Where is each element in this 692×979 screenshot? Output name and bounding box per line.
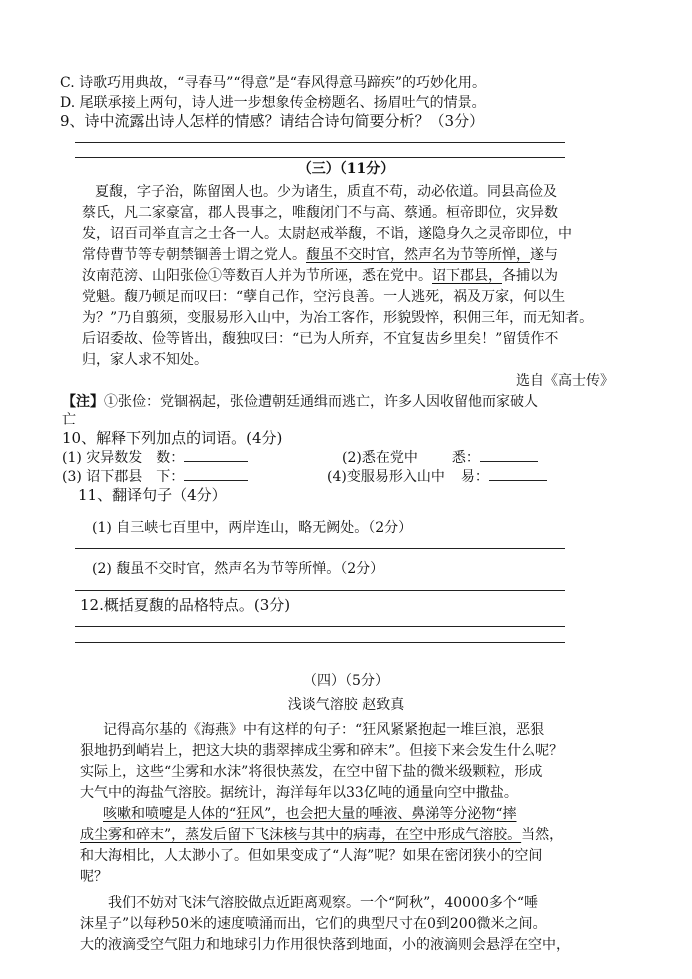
answer-line: [75, 642, 565, 643]
paragraph-line: 大的液滴受空气阻力和地球引力作用很快落到地面，小的液滴则会悬浮在空中，: [80, 937, 570, 953]
passage-segment: 汝南范滂、山阳张俭①等数百人并为节所诬，悉在党中。: [82, 268, 432, 284]
passage-line: 后诏委故、俭等皆出，馥独叹曰：“已为人所弃，不宜复齿乡里矣！”留赁作不: [82, 331, 559, 347]
paragraph-line: 实际上，这些“尘雾和水沫”将很快蒸发，在空中留下盐的微米级颗粒，形成: [80, 764, 543, 780]
passage-segment: 各捕以为: [502, 268, 558, 284]
underlined-phrase: 诏下郡县，: [432, 268, 502, 284]
paragraph-line: 和大海相比，人太渺小了。但如果变成了“人海”呢？如果在密闭狭小的空间: [80, 848, 543, 864]
answer-blank[interactable]: [184, 447, 248, 462]
question-11: 11、翻译句子（4分）: [78, 486, 227, 504]
annotation-text: ①张俭：党锢祸起，张俭遭朝廷通缉而逃亡，许多人因收留他而家破人: [104, 394, 538, 410]
passage-line: [82, 267, 558, 285]
answer-line: [75, 590, 565, 591]
option-c: C. 诗歌巧用典故，“寻春马”“得意”是“春风得意马蹄疾”的巧妙化用。: [60, 75, 487, 91]
passage-line: [82, 246, 558, 264]
passage-line: 蔡氏，凡二家豪富，郡人畏事之，唯馥闭门不与高、蔡通。桓帝即位，灾异数: [82, 205, 558, 221]
paragraph-line: 我们不妨对飞沫气溶胶做点近距离观察。一个“阿秋”，40000多个“唾: [108, 895, 539, 911]
annotation: [62, 393, 538, 411]
paragraph-line: 成尘雾和碎末”，蒸发后留下飞沫核与其中的病毒，在空中形成气溶胶。当然，: [80, 827, 564, 843]
paragraph-line: 沫星子”以每秒50米的速度喷涌而出，它们的典型尺寸在0到200微米之间。: [80, 916, 547, 932]
passage-line: 为？”乃自翦须，变服易形入山中，为冶工客作，形貌毁悴，积佣三年，而无知者。: [82, 310, 594, 326]
answer-line: [75, 548, 565, 549]
q10-item-3: (3) 诏下郡县 下：: [62, 466, 248, 486]
section-4-heading: （四）（5分）: [303, 673, 389, 689]
passage-line: 夏馥，字子治，陈留圉人也。少为诸生，质直不苟，动必依道。同县高俭及: [95, 184, 557, 200]
question-10: 10、解释下列加点的词语。(4分): [62, 429, 283, 447]
q10-item-4: (4)变服易形入山中 易：: [327, 466, 547, 486]
answer-line: [75, 142, 565, 143]
passage-segment: 常侍曹节等专朝禁锢善士谓之党人。: [82, 247, 306, 263]
paragraph-line: 呢？: [80, 869, 108, 885]
passage-segment: 遂与: [530, 247, 558, 263]
answer-blank[interactable]: [480, 447, 538, 462]
question-9: 9、诗中流露出诗人怎样的情感？请结合诗句简要分析？（3分）: [60, 112, 485, 130]
paragraph-line: 大气中的海盐气溶胶。据统计，海洋每年以33亿吨的通量向空中撒盐。: [80, 785, 518, 801]
q11-sentence-2: (2) 馥虽不交时官，然声名为节等所惮。（2分）: [92, 561, 385, 577]
passage-line: 党魁。馥乃顿足而叹曰：“孽自己作，空污良善。一人逃死，祸及万家，何以生: [82, 289, 566, 305]
passage-line: 归，家人求不知处。: [82, 352, 208, 368]
paragraph-line: 记得高尔基的《海燕》中有这样的句子：“狂风紧紧抱起一堆巨浪，恶狠: [103, 722, 545, 738]
answer-blank[interactable]: [184, 466, 248, 481]
question-12: 12.概括夏馥的品格特点。(3分): [80, 596, 291, 614]
section-3-heading: （三）（11分）: [297, 161, 395, 177]
q10-item-2: (2)悉在党中 悉：: [342, 447, 538, 467]
paragraph-line: [103, 805, 516, 823]
underlined-sentence: 咳嗽和喷嚏是人体的“狂风”，也会把大量的唾液、鼻涕等分泌物“摔: [103, 806, 517, 822]
q10-item-1: (1) 灾异数发 数：: [62, 447, 248, 467]
answer-line: [75, 157, 565, 158]
answer-blank[interactable]: [489, 466, 547, 481]
passage-line: 发，诏百司举直言之士各一人。太尉赵戒举馥，不诣，遂隐身久之灵帝即位，中: [82, 226, 572, 242]
answer-line: [75, 626, 565, 627]
option-d: D. 尾联承接上两句，诗人进一步想象传金榜题名、扬眉吐气的情景。: [60, 95, 486, 111]
q11-sentence-1: (1) 自三峡七百里中，两岸连山，略无阙处。（2分）: [92, 520, 413, 536]
passage-source: 选自《高士传》: [516, 373, 614, 389]
article-title: 浅谈气溶胶 赵致真: [287, 697, 405, 713]
paragraph-line: 狠地扔到峭岩上，把这大块的翡翠摔成尘雾和碎末”。但接下来会发生什么呢？: [80, 743, 564, 759]
underlined-sentence: 馥虽不交时官，然声名为节等所惮，: [306, 247, 530, 263]
annotation-continued: 亡: [62, 412, 76, 428]
underlined-sentence: 成尘雾和碎末”，蒸发后留下飞沫核与其中的病毒，在空中形成气溶胶。: [80, 827, 522, 843]
annotation-label: 【注】: [62, 394, 104, 410]
